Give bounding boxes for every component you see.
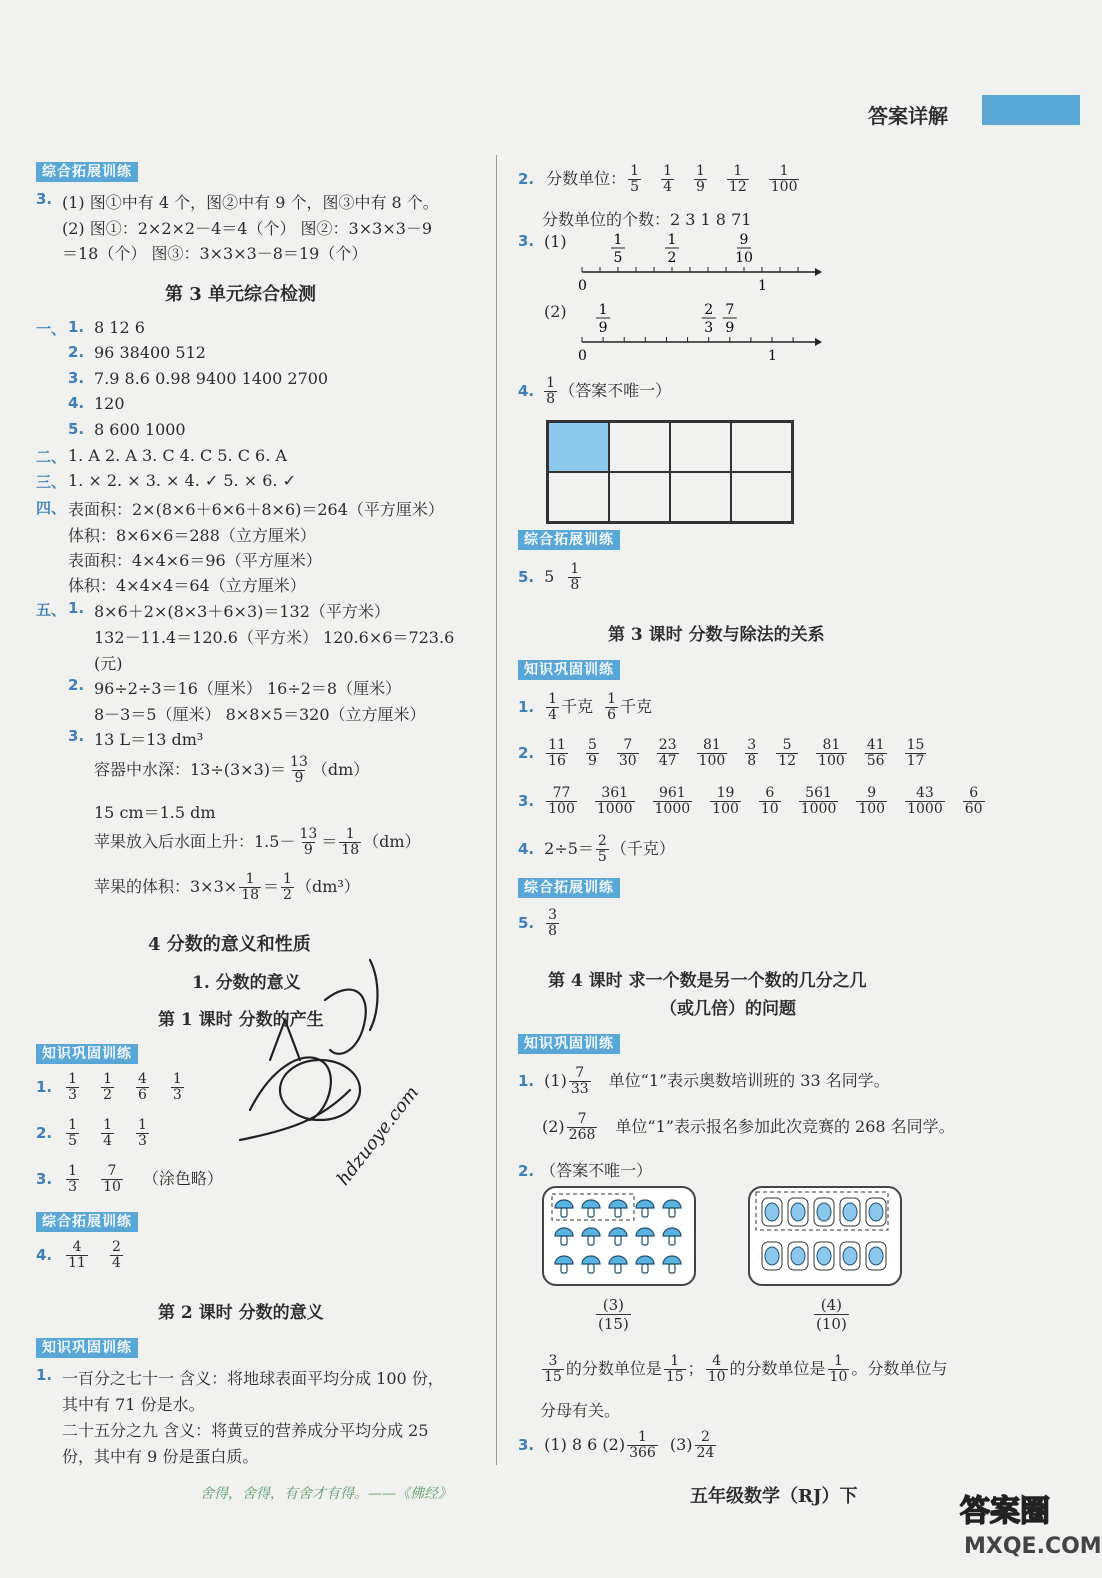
question-number: 3. [68,369,85,387]
tick-label: 1 [758,278,767,294]
mushroom-icon [555,1256,573,1273]
answer-line: 表面积：2×(8×6＋6×6＋8×6)＝264（平方厘米） [68,500,444,519]
answer-line: 1. × 2. × 3. × 4. ✓ 5. × 6. ✓ [68,471,296,490]
answer-line: 5. $\frac{3}{8}$ [518,907,558,939]
question-number: 1. [36,1366,53,1384]
egg-icon [814,1198,834,1226]
egg-icon [788,1242,808,1270]
fraction: $\frac{1}{3}$ [68,1071,78,1103]
section-number: 二、 [36,448,67,466]
footer-quote: 舍得，舍得，有舍才有得。——《佛经》 [200,1486,452,1502]
subchapter-title: 1. 分数的意义 [192,973,301,993]
fraction-numerator: 7 [725,302,735,318]
question-number: 2. [68,676,85,694]
answer-line: 一百分之七十一 含义：将地球表面平均分成 100 份， [62,1369,444,1388]
answer-line: (2) $\frac{7}{268}$ 单位“1”表示报名参加此次竞赛的 268 名同学。 [542,1111,955,1143]
answer-line: 苹果放入后水面上升：1.5－ $\frac{13}{9}$ ＝ $\frac{1}{18}$ （dm） [94,826,421,858]
fraction: $\frac{23}{47}$ [658,737,677,769]
answer-line: 7.9 8.6 0.98 9400 1400 2700 [94,369,329,388]
question-number: 1. [68,599,85,617]
fraction: $\frac{361}{1000}$ [596,785,633,817]
section-number: 三、 [36,473,67,491]
fraction: $\frac{4}{6}$ [137,1071,147,1103]
grid-cell [548,472,609,522]
part-label: (1) [544,232,567,251]
answer-line: 容器中水深：13÷(3×3)＝ $\frac{13}{9}$ （dm） [94,754,370,786]
grid-cell [731,472,792,522]
conclusion-line: 分母有关。 [540,1401,621,1420]
fraction: $\frac{11}{16}$ [548,737,566,769]
answer-fraction: $\frac{(3)}{(15)}$ [598,1296,629,1333]
fraction: $\frac{6}{10}$ [760,785,779,817]
answer-line: 4. $\frac{4}{11}$ $\frac{2}{4}$ [36,1239,121,1271]
fraction: $\frac{1}{100}$ [770,163,798,195]
mushroom-icon [663,1200,681,1217]
fraction: $\frac{1}{12}$ [728,163,747,195]
grid-cell [609,422,670,472]
fraction-denominator: 9 [725,320,735,336]
mushroom-icon [582,1256,600,1273]
fraction: $\frac{561}{1000}$ [800,785,837,817]
answer-line: 表面积：4×4×6＝96（平方厘米） [68,551,322,570]
fraction-denominator: 2 [667,250,677,266]
handwritten-watermark [230,940,430,1190]
footer-book-title: 五年级数学（RJ）下 [690,1486,858,1507]
question-number: 4. [68,394,85,412]
answer-line: 3. (1) 8 6 (2) $\frac{1}{366}$ (3) $\frac{2}{24}$ [518,1429,715,1461]
answer-line: 苹果的体积：3×3× $\frac{1}{18}$ ＝ $\frac{1}{2}$ （dm³） [94,871,360,903]
fraction: $\frac{6}{60}$ [964,785,983,817]
answer-line: 4. 2÷5＝ $\frac{2}{5}$ （千克） [518,833,675,865]
egg-icon [814,1242,834,1270]
fraction: $\frac{1}{2}$ [103,1071,112,1103]
mushroom-icon [609,1256,627,1273]
svg-text:hdzuoye.com: hdzuoye.com [332,1082,424,1190]
grid-cell [670,472,731,522]
answer-line: 1. $\frac{1}{4}$ 千克 $\frac{1}{6}$ 千克 [518,691,653,723]
answer-line: 2. $\frac{11}{16}$ $\frac{5}{9}$ $\frac{7}{30}$ $\frac{23}{47}$ $\frac{81}{100}$ $\frac{3}{8}$ $\frac{5}{12}$ $\frac{81}{100}$ $\frac{41}{56}$ $\frac{15}{17}$ [518,737,925,769]
answer-line: 8－3＝5（厘米） 8×8×5＝320（立方厘米） [94,705,426,724]
fraction: $\frac{5}{9}$ [587,737,597,769]
fraction: $\frac{5}{12}$ [778,737,797,769]
fraction: $\frac{1}{3}$ [172,1071,182,1103]
answer-line: 份，其中有 9 份是蛋白质。 [62,1447,259,1466]
tick-label: 1 [768,348,777,364]
answer-line: 2. （答案不唯一） [518,1161,653,1180]
fraction-numerator: 9 [739,232,749,248]
question-number: 3. [68,727,85,745]
mushroom-icon [555,1200,573,1217]
fraction-denominator: 9 [598,320,608,336]
egg-icon [762,1198,782,1226]
section-title: 第 3 单元综合检测 [165,284,317,305]
section-number: 四、 [36,499,67,517]
fraction: $\frac{7}{10}$ [103,1163,121,1195]
section-number: 五、 [36,601,67,619]
section-number: 一、 [36,320,67,338]
mushroom-icon [609,1228,627,1245]
fraction-denominator: 3 [704,320,714,336]
mushroom-icon [582,1200,600,1217]
badge-comprehensive: 综合拓展训练 [518,530,620,550]
badge-knowledge: 知识巩固训练 [518,1034,620,1054]
corner-logo: 答案圈 MXQE.COM [960,1494,1102,1559]
fraction: $\frac{1}{3}$ [68,1163,78,1195]
lesson-title: 第 4 课时 求一个数是另一个数的几分之几 [548,971,867,991]
egg-icon [762,1242,782,1270]
fraction: $\frac{1}{5}$ [68,1117,78,1149]
badge-comprehensive: 综合拓展训练 [36,162,138,182]
badge-comprehensive: 综合拓展训练 [36,1212,138,1232]
axis-arrow [815,338,822,346]
axis-arrow [815,268,822,276]
answer-line: 96 38400 512 [94,343,206,362]
mushroom-icon [636,1256,654,1273]
answer-line: 13 L＝13 dm³ [94,730,204,749]
lesson-title: （或几倍）的问题 [660,999,796,1019]
fraction-numerator: 1 [667,232,677,248]
badge-knowledge: 知识巩固训练 [36,1338,138,1358]
grid-cell [670,422,731,472]
answer-line: (2) 图①：2×2×2－4＝4（个） 图②：3×3×3－9 [62,219,433,238]
answer-line: 3. $\frac{1}{3}$ $\frac{7}{10}$ （涂色略） [36,1163,223,1195]
egg-icon [840,1198,860,1226]
answer-line: 8×6＋2×(8×3＋6×3)＝132（平方米） [94,602,390,621]
lesson-title: 第 1 课时 分数的产生 [158,1010,324,1030]
shaded-grid [546,420,794,524]
number-line-1 [570,230,830,296]
egg-icon [866,1242,886,1270]
fraction-denominator: 5 [613,250,623,266]
grid-cell [609,472,670,522]
part-label: (2) [544,302,567,321]
question-number: 5. [68,420,85,438]
fraction: $\frac{43}{1000}$ [907,785,943,817]
lesson-title: 第 3 课时 分数与除法的关系 [608,625,825,645]
tick-label: 0 [578,348,587,364]
egg-icon [788,1198,808,1226]
mushroom-icon [582,1228,600,1245]
answer-fraction: $\frac{(4)}{(10)}$ [816,1296,847,1333]
fraction: $\frac{9}{100}$ [858,785,886,817]
answer-line: 体积：8×6×6＝288（立方厘米） [68,526,316,545]
fraction: $\frac{7}{30}$ [618,737,637,769]
mushroom-picture [542,1186,696,1286]
fraction: $\frac{961}{1000}$ [654,785,691,817]
egg-icon [840,1242,860,1270]
answer-line: 15 cm＝1.5 dm [94,803,216,822]
answer-line: 3. $\frac{77}{100}$ $\frac{361}{1000}$ $\frac{961}{1000}$ $\frac{19}{100}$ $\frac{6}{10}$ $\frac{561}{1000}$ $\frac{9}{100}$ $\frac{43}{1000}$ $\frac{6}{60}$ [518,785,983,817]
egg-icon [866,1198,886,1226]
answer-line: 2. $\frac{1}{5}$ $\frac{1}{4}$ $\frac{1}{3}$ [36,1117,147,1149]
fraction: $\frac{1}{9}$ [696,163,705,195]
chapter-title: 4 分数的意义和性质 [148,934,311,955]
answer-line: ＝18（个） 图③：3×3×3－8＝19（个） [62,244,368,263]
mushroom-icon [636,1200,654,1217]
answer-line: (元) [94,654,123,673]
mushroom-icon [555,1228,573,1245]
badge-knowledge: 知识巩固训练 [518,660,620,680]
fraction-numerator: 1 [598,302,608,318]
column-divider [496,155,497,1465]
answer-line: 2. 分数单位： $\frac{1}{5}$ $\frac{1}{4}$ $\frac{1}{9}$ $\frac{1}{12}$ $\frac{1}{100}$ [518,163,798,195]
tick-label: 0 [578,278,587,294]
answer-line: 1. A 2. A 3. C 4. C 5. C 6. A [68,446,287,465]
lesson-title: 第 2 课时 分数的意义 [158,1303,324,1323]
fraction: $\frac{15}{17}$ [906,737,925,769]
fraction: $\frac{19}{100}$ [712,785,739,817]
fraction: $\frac{3}{8}$ [747,737,757,769]
fraction-numerator: 2 [704,302,714,318]
fraction: $\frac{81}{100}$ [698,737,726,769]
answer-line: 8 12 6 [94,318,145,337]
fraction: $\frac{81}{100}$ [818,737,845,769]
question-number: 3. [36,190,53,208]
mushroom-icon [609,1200,627,1217]
answer-line: 8 600 1000 [94,420,186,439]
answer-line: 120 [94,394,125,413]
answer-line: 体积：4×4×4＝64（立方厘米） [68,576,306,595]
mushroom-icon [663,1228,681,1245]
answer-line: 1. $\frac{1}{3}$ $\frac{1}{2}$ $\frac{4}{6}$ $\frac{1}{3}$ [36,1071,182,1103]
mushroom-icon [663,1256,681,1273]
header-accent-bar [982,95,1080,125]
question-number: 3. [518,232,535,250]
fraction: $\frac{77}{100}$ [548,785,575,817]
fraction-denominator: 10 [735,250,753,266]
answer-line: 132－11.4＝120.6（平方米） 120.6×6＝723.6 [94,628,455,647]
fraction: $\frac{1}{4}$ [103,1117,112,1149]
answer-line: (1) 图①中有 4 个，图②中有 9 个，图③中有 8 个。 [62,193,439,212]
answer-line: 其中有 71 份是水。 [62,1395,205,1414]
fraction: $\frac{1}{5}$ [630,163,640,195]
badge-knowledge: 知识巩固训练 [36,1044,138,1064]
grid-cell [731,422,792,472]
answer-line: 5. 5 $\frac{1}{8}$ [518,561,580,593]
grid-cell-shaded [548,422,609,472]
badge-comprehensive: 综合拓展训练 [518,878,620,898]
fraction: $\frac{41}{56}$ [866,737,885,769]
answer-line: 分数单位的个数：2 3 1 8 71 [542,210,752,229]
answer-line: 4. $\frac{1}{8}$ （答案不唯一） [518,375,672,407]
fraction: $\frac{1}{3}$ [137,1117,147,1149]
conclusion-line: $\frac{3}{15}$ 的分数单位是 $\frac{1}{15}$ ； $\frac{4}{10}$ 的分数单位是 $\frac{1}{10}$ 。分数单位与 [544,1353,948,1385]
answer-line: 96÷2÷3＝16（厘米） 16÷2＝8（厘米） [94,679,402,698]
egg-picture [748,1186,902,1286]
question-number: 1. [68,318,85,336]
mushroom-icon [636,1228,654,1245]
fraction: $\frac{1}{4}$ [663,163,672,195]
answer-line: 二十五分之九 含义：将黄豆的营养成分平均分成 25 [62,1421,429,1440]
answer-line: 1. (1) $\frac{7}{33}$ 单位“1”表示奥数培训班的 33 名同学。 [518,1065,890,1097]
question-number: 2. [68,343,85,361]
number-line-2 [570,300,830,366]
fraction-numerator: 1 [613,232,623,248]
header-title: 答案详解 [868,104,948,128]
